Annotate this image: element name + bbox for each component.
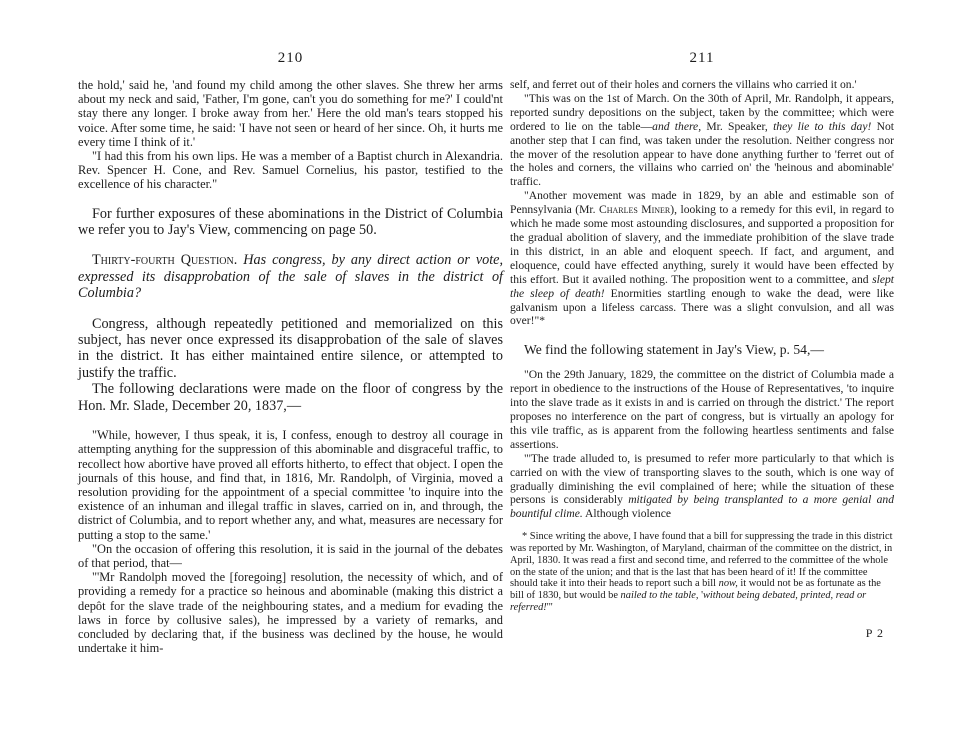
page-number: 210 [277,50,304,66]
paragraph: The following declarations were made on the floor of congress by the Hon. Mr. Slade, December 20, 1837,— [78,381,503,414]
paragraph: self, and ferret out of their holes and corners the villains who carried it on.' [510,78,857,91]
paragraph: Congress, although repeatedly petitioned and memorialized on this subject, has never once expressed its disapprobation of the sale of slaves in the district. It has either maintained entire silence, or attempted to justify the traffic. [78,315,503,381]
question-label: Thirty-fourth Question. [92,252,238,269]
text-run: Enormities startling enough to wake the dead, were like galvanism upon a lifeless carcass. There was a slight convulsion, and all was over!"* [510,286,894,328]
text-run: '" [546,602,553,614]
text-run: "Another movement was made in 1829, by an able and estimable son of Pennsylvania (Mr. [510,189,894,217]
question-paragraph [78,252,503,301]
italic-run: mitigated by being transplanted to a more genial and bountiful clime. [510,493,894,521]
text-run: ' [698,590,703,602]
italic-run: they lie to this day! [773,119,872,133]
italic-run: and there, [652,119,702,133]
quote-paragraph: "On the 29th January, 1829, the committee on the district of Columbia made a report in obedience to the instructions of the House of Representatives, 'to inquire into the slave trade as it exists in and is carried on through the district.' The report proposes no interference on the part of congress, but is virtually an apology for this vile traffic, as is apparent from the following heartless sentiments and false assertions. [510,368,894,451]
question-text: Has congress, by any direct action or vote, expressed its disapprobation of the sale of slaves in the district of Columbia? [78,252,504,302]
text-run: Not another step that I can find, was taken under the resolution. Neither congress nor the mover of the resolution appear to have done anything further to 'ferret out of the holes and corners, the villains who carried on' the 'heinous and abominable' traffic. [510,119,894,189]
page-body [510,78,894,521]
text-run: it would not be as fortunate as the bill of 1830, but would be [510,578,881,602]
paragraph: For further exposures of these abominations in the District of Columbia we refer you to Jay's View, commencing on page 50. [78,205,503,239]
italic-run: slept the sleep of death! [510,272,894,300]
footnote [510,531,894,614]
italic-run: without being debated, printed, read or referred! [510,590,867,614]
signature-mark: P 2 [865,625,884,640]
page-body [78,78,503,655]
page-number: 211 [689,50,715,66]
person-name: Charles Miner [599,203,671,217]
text-run: "This was on the 1st of March. On the 30th of April, Mr. Randolph, it appears, reported sundry depositions on the subject, taken by the committee; which were ordered to lie on the table— [510,91,894,133]
right-page [510,50,894,641]
text-run: "'The trade alluded to, is presumed to refer more particularly to that which is carried on with the view of transporting slaves to the south, which is one way of gradually diminishing the evil complained of here; while the situation of these persons is considerably [510,451,894,507]
quote-paragraph [510,452,894,522]
italic-run: now, [718,578,738,590]
text-run: Although violence [582,507,672,521]
footnote-text [510,531,894,614]
quote-paragraph: "'Mr Randolph moved the [foregoing] resolution, the necessity of which, and of providing a remedy for a practice so heinous and abominable (making this district a depôt for the slave trade of the neighbouring states, and a medium for evading the laws in force by collusive sales), he impressed by a variety of remarks, and concluded by declaring that, if the business was declined by the house, he would undertake it him- [78,570,503,656]
text-run: ), looking to a remedy for this evil, in regard to which he made some most astounding disclosures, and supported a proposition for the gradual abolition of slavery, and the immediate prohibition of the slave trade in this district, in an able and eloquent speech. If fact, and argument, and eloquence, could have effected anything, surely it would have been effected by this effort. But it availed nothing. The proposition went to a committee, and [510,203,894,286]
paragraph [510,189,894,328]
text-run: * Since writing the above, I have found that a bill for suppressing the trade in this district was reported by Mr. Washington, of Maryland, chairman of the committee on the district, in April, 1830. It was read a first and second time, and referred to the committee of the whole on the state of the union; and that is the last that has been heard of it! If the committee should take it into their heads to report such a bill [510,531,893,590]
paragraph: "I had this from his own lips. He was a member of a Baptist church in Alexandria. Rev. Spencer H. Cone, and Rev. Samuel Cornelius, his pastor, testified to the excellence of his character." [78,149,503,192]
quote-paragraph: "While, however, I thus speak, it is, I confess, enough to destroy all courage in attempting anything for the suppression of this abominable and disgraceful traffic, to recollect how abortive have proved all efforts hitherto, to effect that object. I open the journals of this house, and find that, in 1816, Mr. Randolph, of Virginia, moved a resolution providing for the appointment of a special committee 'to inquire into the existence of an inhuman and illegal traffic in slaves, carried on in, and through, the district of Columbia, and to report whether any, and what, measures are necessary for putting a stop to the same.' [78,428,503,542]
text-run: Mr. Speaker, [701,119,774,133]
left-page [78,50,503,655]
italic-run: nailed to the table, [620,590,699,602]
quote-paragraph: "On the occasion of offering this resolution, it is said in the journal of the debates of that period, that— [78,541,503,570]
paragraph: the hold,' said he, 'and found my child among the other slaves. She threw her arms about my neck and said, 'Father, I'm gone, can't you do something for me?' I could'nt stay there any longer. I broke away from her.' Here the old man's tears stopped his voice. After some time, he said: 'I have not seen or heard of her since. Oh, it hurts me every time I think of it.' [78,78,503,149]
paragraph: We find the following statement in Jay's View, p. 54,— [524,342,824,358]
paragraph [510,92,894,189]
